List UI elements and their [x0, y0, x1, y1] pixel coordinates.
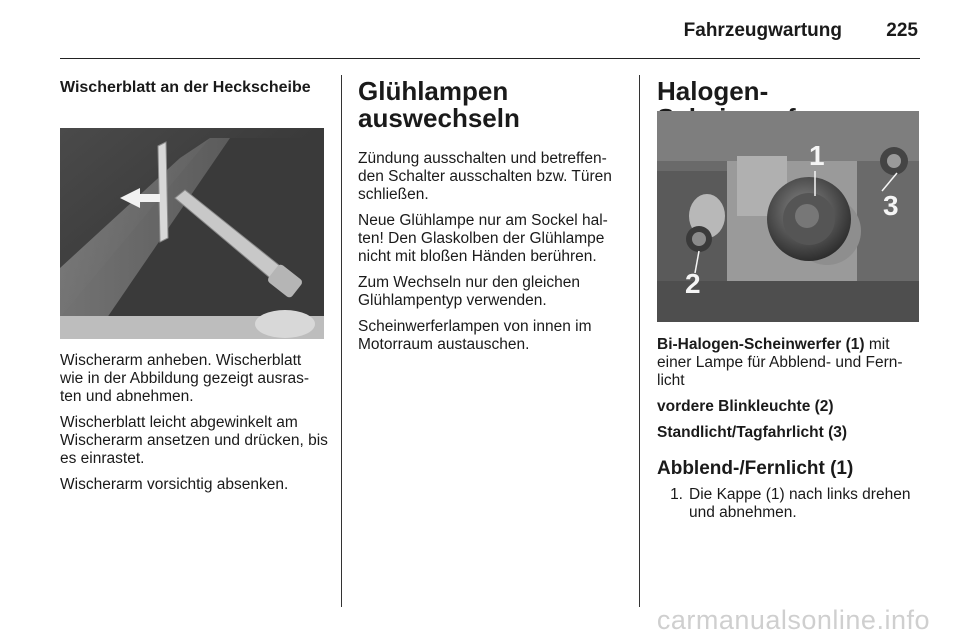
section-heading-wiper: Wischerblatt an der Heckscheibe [60, 79, 311, 96]
bulbs-paragraph-4: Scheinwerferlampen von innen im Motorraum austauschen. [358, 318, 592, 353]
headlamp-item-2: vordere Blinkleuchte (2) [657, 398, 834, 415]
step-1 [657, 486, 919, 522]
headlamp-item-1 [657, 336, 919, 390]
step-1-number: 1. [670, 486, 683, 503]
wiper-paragraph-3: Wischerarm vorsichtig absenken. [60, 476, 289, 493]
bulbs-paragraph-1: Zündung ausschalten und betreffen-den Schalter ausschalten bzw. Türen schließen. [358, 150, 612, 203]
figure-label-1: 1 [809, 140, 825, 171]
header-title: Fahrzeugwartung [683, 20, 842, 41]
headlamp-item-1-bold: Bi-Halogen-Scheinwerfer (1) [657, 336, 865, 353]
subheading-low-high-beam: Abblend-/Fernlicht (1) [657, 458, 854, 479]
rear-wiper-illustration [60, 128, 324, 339]
wiper-figure [60, 128, 324, 339]
bulbs-paragraph-2: Neue Glühlampe nur am Sockel hal-ten! Den Glaskolben der Glühlampe nicht mit bloßen Händen berühren. [358, 212, 608, 265]
section-heading-headlamp: Halogen- [657, 76, 769, 106]
column-headlamp-text [657, 336, 919, 522]
headlamp-item-3: Standlicht/Tagfahrlicht (3) [657, 424, 848, 441]
headlamp-item-1-text: mit einer Lampe für Abblend- und Fern-licht [657, 336, 903, 389]
wiper-paragraph-2: Wischerblatt leicht abgewinkelt am Wischerarm ansetzen und drücken, bis es einrastet. [60, 414, 328, 467]
header-rule [60, 58, 920, 59]
headlamp-figure [657, 111, 919, 322]
column-divider-2 [639, 75, 640, 607]
section-heading-bulbs: Glühlampen auswechseln [358, 76, 520, 133]
step-1-text: Die Kappe (1) nach links drehen und abnehmen. [689, 486, 911, 521]
page-number: 225 [886, 20, 918, 41]
column-bulbs [358, 78, 626, 362]
column-wiper [60, 78, 330, 97]
figure-label-2: 2 [685, 268, 701, 299]
column-wiper-text [60, 352, 328, 502]
watermark: carmanualsonline.info [656, 605, 930, 635]
bulbs-paragraph-3: Zum Wechseln nur den gleichen Glühlampentyp verwenden. [358, 274, 581, 309]
column-divider-1 [341, 75, 342, 607]
figure-label-3: 3 [883, 190, 899, 221]
headlamp-illustration [657, 111, 919, 322]
wiper-paragraph-1: Wischerarm anheben. Wischerblatt wie in der Abbildung gezeigt ausras-ten und abnehmen. [60, 352, 310, 405]
